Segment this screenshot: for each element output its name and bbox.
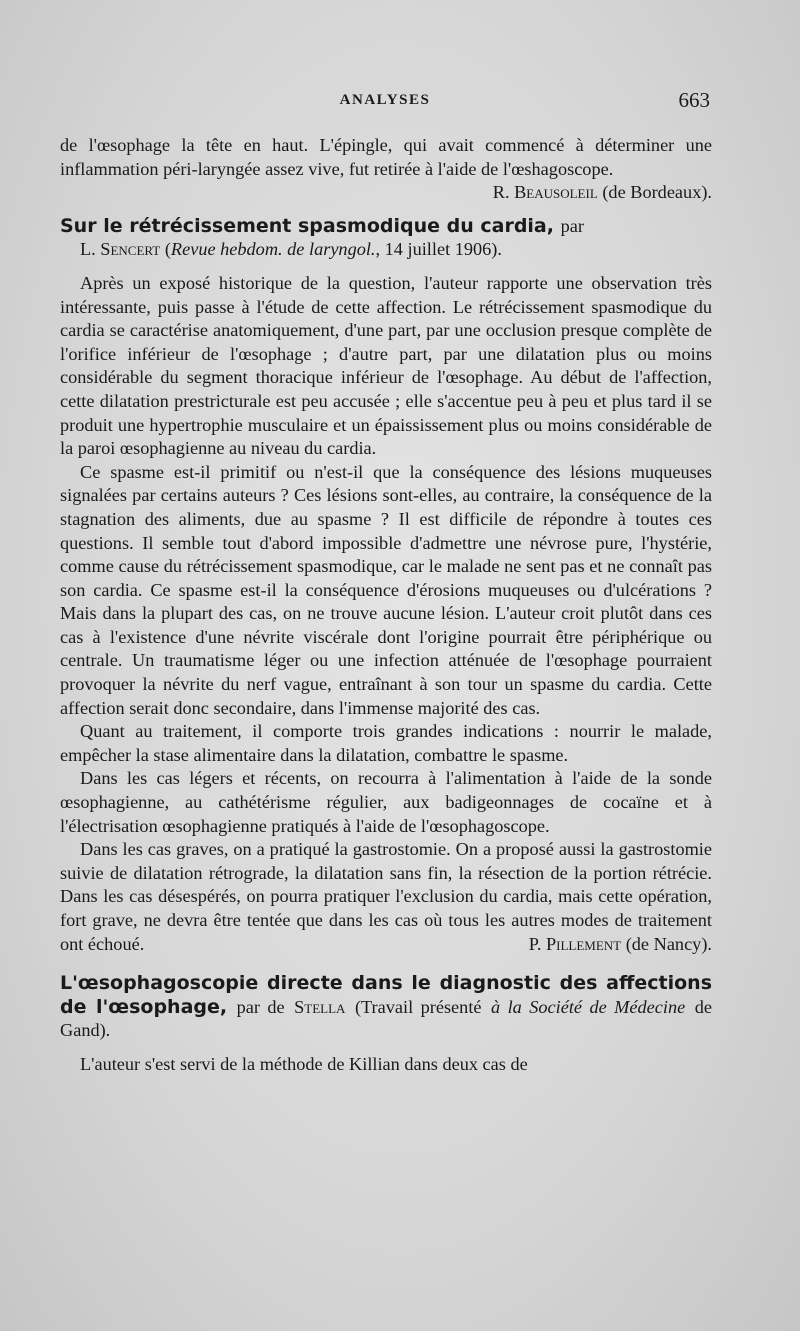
- signature-name: R. Beausoleil: [492, 182, 598, 203]
- source-close: de Gand).: [60, 996, 712, 1041]
- journal-open: (: [164, 239, 171, 260]
- article-author: Stella: [294, 996, 346, 1017]
- page-content: [60, 134, 712, 1077]
- paragraph: Dans les cas légers et récents, on recourra à l'alimentation à l'aide de la sonde œsophagienne, au cathétérisme régulier, aux badigeonnages de cocaïne et à l'électrisation œsophagienne pratiqués à l'aide de l'œsophagoscope.: [60, 768, 712, 836]
- article-by: par: [560, 215, 584, 236]
- article-continuation: [60, 134, 712, 203]
- paragraph-text: Dans les cas graves, on a pratiqué la gastrostomie. On a proposé aussi la gastrostomie suivie de dilatation rétrograde, la dilatation sans fin, la résection de la portion rétrécie. Dans les cas désespérés, on pourra pratiquer l'exclusion du cardia, mais cette opération, fort grave, ne devra être tentée que dans les cas où tous les autres modes de traitement ont échoué.: [60, 839, 712, 954]
- article-title: Sur le rétrécissement spasmodique du cardia,: [60, 214, 554, 237]
- source-italic: à la Société de Médecine: [491, 996, 686, 1017]
- article-author: L. Sencert: [80, 239, 161, 260]
- signature-place: (de Bordeaux).: [602, 182, 712, 203]
- page-number: 663: [678, 88, 710, 112]
- signature-name: P. Pillement: [528, 933, 622, 954]
- page-header: [60, 90, 710, 118]
- paragraph: L'auteur s'est servi de la méthode de Killian dans deux cas de: [80, 1053, 528, 1074]
- paragraph: Après un exposé historique de la question, l'auteur rapporte une observation très intéressante, puis passe à l'étude de cette affection. Le rétrécissement spasmodique du cardia se caractérise anatomiquement, d'une part, par une occlusion presque complète de l'orifice inférieur de l'œsophage ; d'autre part, par une dilatation plus ou moins considérable du segment thoracique inférieur de l'œsophage. Au début de l'affection, cette dilatation prestricturale est peu accusée ; elle s'accentue peu à peu et plus tard il se produit une hypertrophie musculaire et un épaississement plus ou moins considérable de la paroi œsophagienne au niveau du cardia.: [60, 272, 712, 459]
- running-title: ANALYSES: [339, 92, 431, 108]
- paragraph: Ce spasme est-il primitif ou n'est-il que la conséquence des lésions muqueuses signalées par certains auteurs ? Ces lésions sont-elles, au contraire, la conséquence de la stagnation des aliments, due au spasme ? Il est difficile de répondre à toutes ces questions. Il semble tout d'abord impossible d'admettre une névrose pure, l'hystérie, comme cause du rétrécissement spasmodique, car le malade ne sent pas et ne connaît pas son cardia. Ce spasme est-il la conséquence d'érosions muqueuses ou d'ulcérations ? Mais dans la plupart des cas, on ne trouve aucune lésion. L'auteur croit plutôt dans ces cas à l'existence d'une névrite viscérale dont l'origine pourrait être périphérique ou centrale. Un traumatisme léger ou une infection atténuée de l'œsophage pourraient provoquer la névrite du nerf vague, entraînant à son tour un spasme du cardia. Cette affection serait donc secondaire, dans l'immense majorité des cas.: [60, 461, 712, 718]
- journal-date: , 14 juillet 1906).: [375, 239, 502, 260]
- article-heading: [60, 972, 712, 1043]
- journal-name: Revue hebdom. de laryngol.: [170, 239, 376, 260]
- paragraph: Quant au traitement, il comporte trois grandes indications : nourrir le malade, empêcher la stase alimentaire dans la dilatation, combattre le spasme.: [60, 721, 712, 765]
- article-by: par de: [236, 996, 285, 1017]
- continuation-text: de l'œsophage la tête en haut. L'épingle, qui avait commencé à déterminer une inflammation péri-laryngée assez vive, fut retirée à l'aide de l'œshagoscope.: [60, 135, 712, 179]
- signature: [509, 933, 712, 957]
- article-citation: [60, 238, 712, 262]
- signature-place: (de Nancy).: [625, 933, 712, 954]
- article-heading: [60, 215, 712, 239]
- paragraph-with-signature: [60, 838, 712, 956]
- article-title: L'œsophagoscopie directe dans le diagnostic des affections de l'œsophage,: [60, 972, 712, 1018]
- source-open: (Travail présenté: [354, 996, 482, 1017]
- signature: [493, 181, 712, 205]
